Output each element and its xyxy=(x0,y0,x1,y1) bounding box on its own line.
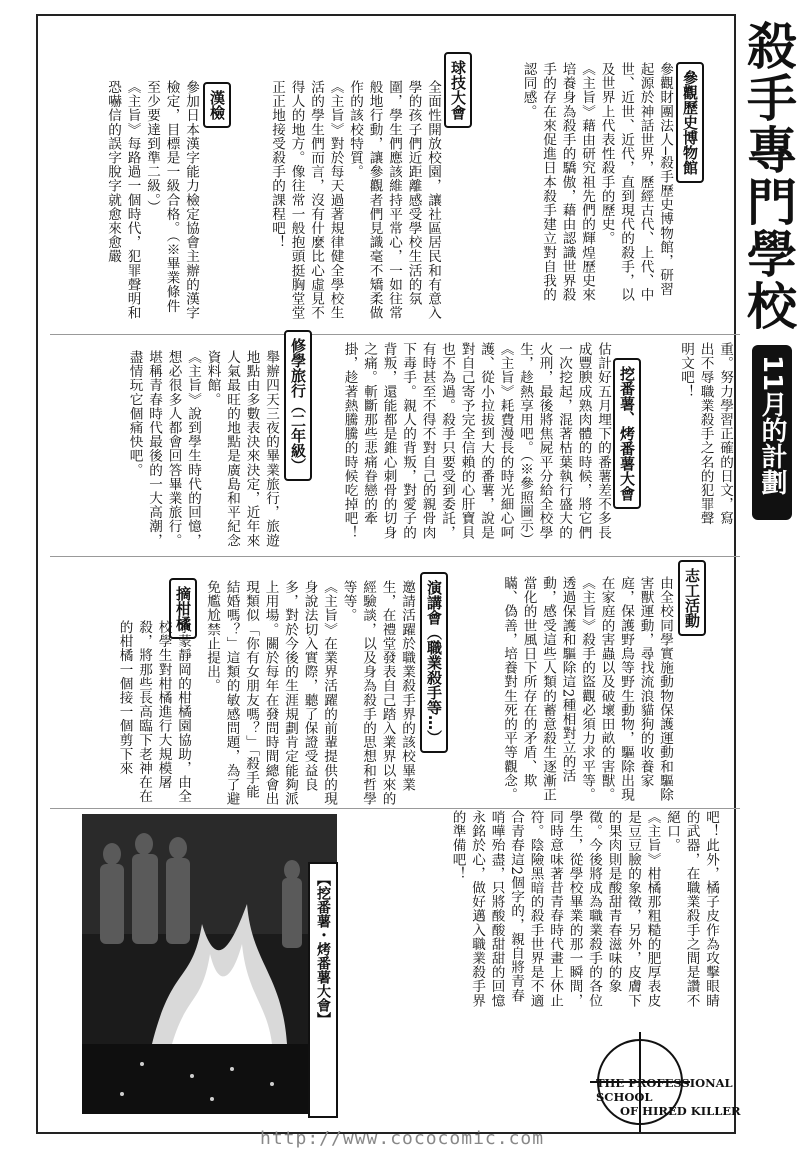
site-watermark: http://www.cococomic.com xyxy=(260,1128,545,1149)
illustration-caption-text: 【挖番薯・烤番薯大會】 xyxy=(315,872,331,1026)
page-subtitle: 11月的計劃 xyxy=(757,355,787,496)
section-body-trip xyxy=(126,350,280,550)
lecture-paragraph-2: 《主旨》在業界活躍的前輩提供的現身說法切入實際，聽了保證受益良多，對於今後的生涯規劃肯定能夠派上用場。關於每年在發問時間總會出現類似「你有女朋友嗎？」「殺手能結婚嗎？」這類的敏感問題，為了避免尷尬禁止提出。 xyxy=(204,580,337,806)
section-heading-kanji: 漢檢 xyxy=(203,82,231,128)
section-body-museum xyxy=(508,62,674,302)
kanji-paragraph-1: 參加日本漢字能力檢定協會主辦的漢字檢定，目標是一級合格。（※畢業條件至少要達到準二級。） xyxy=(144,80,199,320)
volunteer-paragraph-1: 由全校同學實施動物保護運動和驅除害獸運動，尋找流浪貓狗的收養家庭，保護野鳥等野生動物，驅除出現在家庭的害蟲以及破壞田畝的害獸。 xyxy=(598,576,673,802)
section-body-ball xyxy=(248,80,442,320)
school-logo-line-1: THE PROFESSIONAL SCHOOL xyxy=(596,1076,733,1104)
trip-paragraph-1: 舉辦四天三夜的畢業旅行，旅遊地點由多數表決來決定，近年來人氣最旺的地點是廣島和平紀念資料館。 xyxy=(204,350,279,548)
potato-paragraph-1: 估計好五月埋下的番薯差不多長成豐腴成熟肉體的時候，將它們一次挖起，混著枯葉執行盛大的火刑，最後將焦屍平分給全校學生，趁熱享用吧。（※參照圖示） xyxy=(517,342,611,547)
section-body-volunteer xyxy=(470,576,674,806)
section-body-lecture xyxy=(204,580,416,806)
orange-continued-paragraph-2: 《主旨》柑橘那粗糙的肥厚表皮是豆豆臉的象徵，另外，皮膚下的果肉則是酸甜青春滋味的象徵。今後將成為職業殺手的各位學生，從學校畢業的那一瞬間，同時意味著昔青春時代畫上休止符。陰險黑暗的殺手世界是不適合青春這2個字的，親自將青春哨嘩殆盡，只將酸酸甜甜的回憶永銘於心，做好邁入職業殺手界的準備吧！ xyxy=(449,810,661,1008)
potato-paragraph-2: 《主旨》耗費漫長的時光細心呵護、從小拉拔到大的番薯，說是對自己寄予完全信賴的心肝寶貝也不為過。殺手只要受到委託，有時甚至不得不對自己的親骨肉下毒手。親人的背叛，對愛子的背叛，還能都是錐心刺骨的切身之痛。斬斷那些悲痛眷戀的牽掛，趁著熱騰騰的時候吃掉吧！ xyxy=(341,342,514,540)
orange-continued-paragraph-1: 吧！此外，橘子皮作為攻擊眼睛的武器，在職業殺手之間是讚不絕口。 xyxy=(664,810,719,1008)
trip-paragraph-2: 《主旨》說到學生時代的回憶，想必很多人都會回答畢業旅行。堪稱青春時代最後的一大高潮，盡情玩它個痛快吧。 xyxy=(126,350,201,548)
page-title: 殺手專門學校 xyxy=(739,20,798,332)
section-heading-museum: 參觀歷史博物館 xyxy=(676,62,704,183)
divider-2 xyxy=(50,556,740,557)
section-heading-ball: 球技大會 xyxy=(444,52,472,128)
museum-paragraph-1: 參觀財團法人─殺手歷史博物館，研習起源於神話世界，歷經古代、上代、中世、近世、近代，直到現代的殺手，以及世界上代表性殺手的歷史。 xyxy=(598,62,673,302)
section-body-orange-continued xyxy=(449,810,720,1010)
section-heading-orange: 摘柑橘 xyxy=(169,578,197,639)
school-logo-line-2: OF HIRED KILLER xyxy=(620,1104,741,1118)
section-heading-lecture: 演講會（職業殺手等…） xyxy=(420,572,448,753)
page-subtitle-badge xyxy=(752,345,792,520)
bonfire-illustration xyxy=(82,814,337,1114)
section-body-kanji xyxy=(80,80,200,320)
section-body-kanji-continued xyxy=(674,342,734,532)
section-heading-volunteer: 志工活動 xyxy=(678,560,706,636)
kanji-paragraph-2: 《主旨》每路過一個時代，犯罪聲明和恐嚇信的誤字脫字就愈來愈嚴 xyxy=(105,80,141,320)
section-heading-potato: 挖番薯、烤番薯大會 xyxy=(613,358,641,509)
ball-paragraph-1: 全面性開放校園，讓社區居民和有意入學的孩子們近距離感受學校生活的氛圍，學生們應該維持平常心，一如往常般地行動，讓參觀者們見識毫不矯柔做作的該校特質。 xyxy=(347,80,441,320)
section-heading-trip: 修學旅行（二年級） xyxy=(284,330,312,481)
section-body-potato xyxy=(341,342,612,552)
illustration-caption xyxy=(308,862,338,1118)
school-logo-text xyxy=(596,1076,746,1118)
divider-1 xyxy=(50,334,740,335)
lecture-paragraph-1: 邀請活躍於職業殺手界的該校畢業生，在禮堂發表自己踏入業界以來的經驗談，以及身為殺手的思想和哲學等等。 xyxy=(340,580,415,806)
museum-paragraph-2: 《主旨》藉由研究祖先們的輝煌歷史來培養身為殺手的驕傲，藉由認識世界殺手的存在來促進日本殺手建立對自我的認同感。 xyxy=(520,62,595,302)
divider-3 xyxy=(50,808,740,809)
section-body-orange xyxy=(80,620,192,804)
kanji-continued-paragraph: 重。努力學習正確的日文，寫出不辱職業殺手之名的犯罪聲明文吧！ xyxy=(678,342,733,526)
volunteer-paragraph-2: 《主旨》殺手的盜觀必須力求平等。透過保護和驅除這2種相對立的活動，感受這些人類的蓄意殺生逐漸正當化的世風日下所存在的矛盾、欺瞞、偽善，培養對生死的平等觀念。 xyxy=(501,576,595,802)
orange-paragraph-1: 承蒙靜岡的柑橘園協助，由全校學生對柑橘進行大規模屠殺，將那些長高臨下老神在在的柑橘一個接一個剪下來 xyxy=(116,620,191,804)
ball-paragraph-2: 《主旨》對於每天過著規律健全學校生活的學生們而言，沒有什麼比心虛見不得人的地方。像往常一般抱頭挺胸堂堂正正地接受殺手的課程吧！ xyxy=(269,80,344,320)
